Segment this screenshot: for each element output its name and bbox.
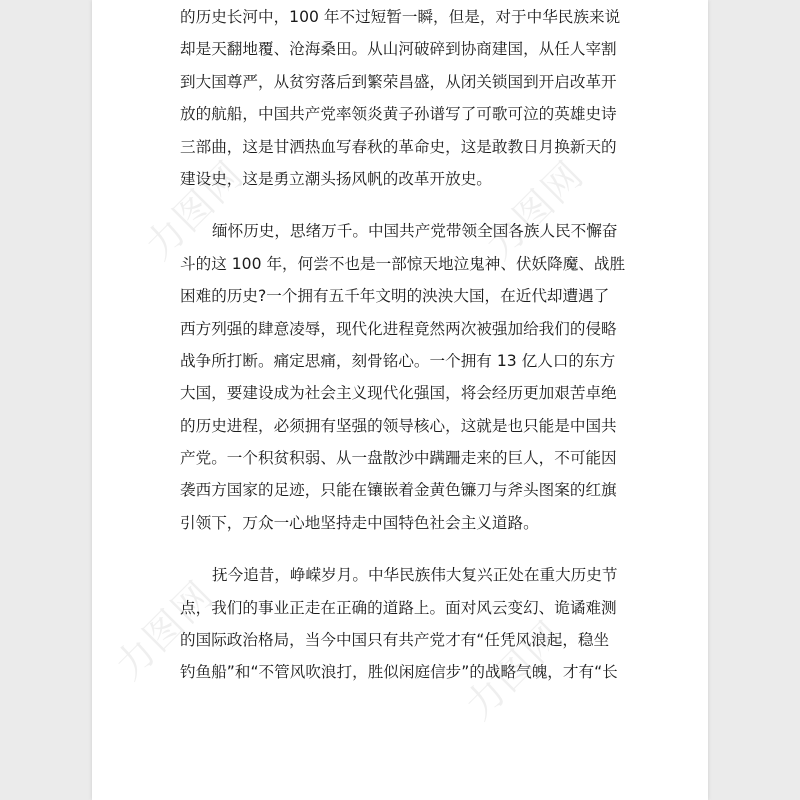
text-line: 三部曲，这是甘洒热血写春秋的革命史，这是敢教日月换新天的 — [180, 137, 617, 156]
text-line: 引领下，万众一心地坚持走中国特色社会主义道路。 — [180, 513, 539, 532]
paragraph — [180, 215, 640, 539]
text-line: 到大国尊严，从贫穷落后到繁荣昌盛，从闭关锁国到开启改革开 — [180, 72, 617, 91]
document-page — [92, 0, 708, 800]
paragraph — [180, 1, 640, 195]
text-line: 困难的历史?一个拥有五千年文明的泱泱大国，在近代却遭遇了 — [180, 287, 610, 306]
document-body — [180, 0, 640, 689]
text-line: 放的航船，中国共产党率领炎黄子孙谱写了可歌可泣的英雄史诗 — [180, 105, 617, 124]
watermark: 力图网 — [136, 151, 253, 268]
text-line: 产党。一个积贫积弱、从一盘散沙中蹒跚走来的巨人，不可能因 — [180, 449, 617, 468]
watermark: 力图网 — [476, 151, 593, 268]
text-line: 钓鱼船”和“不管风吹浪打，胜似闲庭信步”的战略气魄，才有“长 — [180, 663, 618, 682]
text-line: 的国际政治格局，当今中国只有共产党才有“任凭风浪起，稳坐 — [180, 631, 610, 650]
text-line: 大国，要建设成为社会主义现代化强国，将会经历更加艰苦卓绝 — [180, 384, 617, 403]
text-line: 斗的这 100 年，何尝不也是一部惊天地泣鬼神、伏妖降魔、战胜 — [180, 254, 626, 273]
text-line: 袭西方国家的足迹，只能在镶嵌着金黄色镰刀与斧头图案的红旗 — [180, 481, 617, 500]
text-line: 点，我们的事业正走在正确的道路上。面对风云变幻、诡谲难测 — [180, 598, 617, 617]
text-line: 的历史进程，必须拥有坚强的领导核心，这就是也只能是中国共 — [180, 416, 617, 435]
watermark: 力图网 — [106, 571, 223, 688]
text-line: 西方列强的肆意凌辱，现代化进程竟然两次被强加给我们的侵略 — [180, 319, 617, 338]
watermark: 力图网 — [456, 611, 573, 728]
text-line: 的历史长河中，100 年不过短暂一瞬，但是，对于中华民族来说 — [180, 8, 621, 26]
text-line: 战争所打断。痛定思痛，刻骨铭心。一个拥有 13 亿人口的东方 — [180, 351, 616, 370]
text-line: 却是天翻地覆、沧海桑田。从山河破碎到协商建国，从任人宰割 — [180, 40, 617, 59]
text-line: 建设史，这是勇立潮头扬风帆的改革开放史。 — [180, 169, 492, 188]
paragraph — [180, 559, 640, 689]
text-line: 抚今追昔，峥嵘岁月。中华民族伟大复兴正处在重大历史节 — [212, 566, 618, 585]
text-line: 缅怀历史，思绪万千。中国共产党带领全国各族人民不懈奋 — [212, 222, 618, 241]
